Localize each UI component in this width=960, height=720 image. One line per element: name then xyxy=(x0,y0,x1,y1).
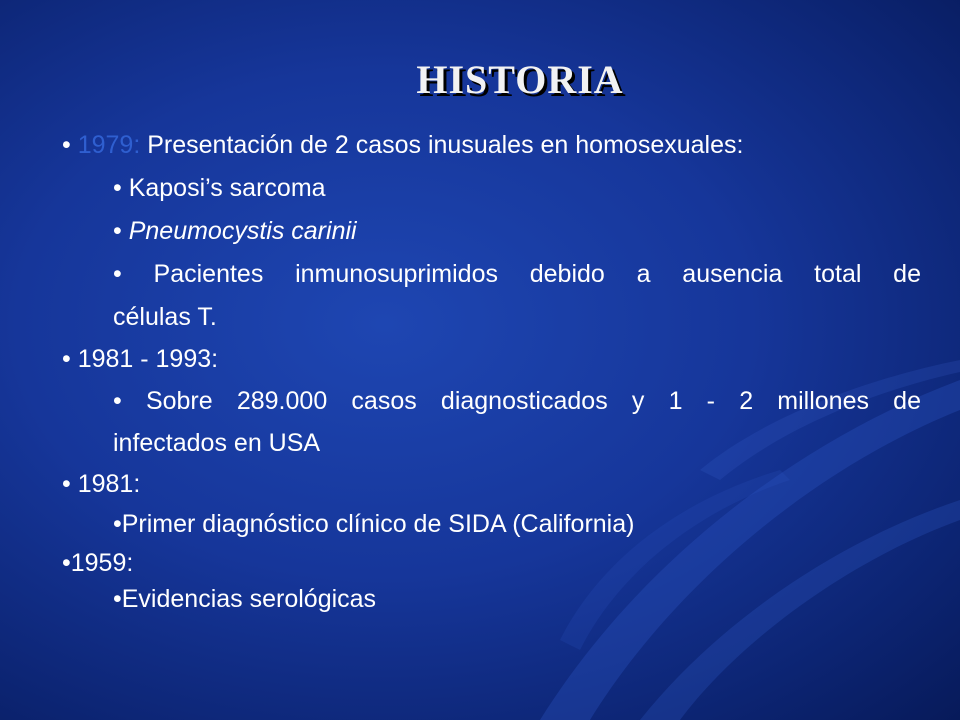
item-1959: •1959: xyxy=(62,549,134,577)
item-sobre-line1: • Sobre 289.000 casos diagnosticados y 1 - 2 millones de xyxy=(113,387,921,415)
item-primer-diagnostico: •Primer diagnóstico clínico de SIDA (California) xyxy=(113,510,635,538)
year-1979: 1979: xyxy=(77,131,141,159)
item-1979 xyxy=(62,130,743,160)
item-kaposi: • Kaposi’s sarcoma xyxy=(113,174,326,202)
text-1979: Presentación de 2 casos inusuales en homosexuales: xyxy=(140,131,744,159)
item-1981-1993: • 1981 - 1993: xyxy=(62,345,219,373)
item-pacientes-line2: células T. xyxy=(113,303,217,331)
text-pneumocystis: Pneumocystis carinii xyxy=(128,217,357,245)
slide-title: HISTORIA xyxy=(416,57,624,102)
item-pacientes-line1: • Pacientes inmunosuprimidos debido a ausencia total de xyxy=(113,260,921,288)
bullet-pneumocystis: • xyxy=(113,217,122,245)
item-sobre-line2: infectados en USA xyxy=(113,429,321,457)
item-1981: • 1981: xyxy=(62,470,141,498)
bullet-1979: • xyxy=(62,131,71,159)
item-pneumocystis xyxy=(113,216,357,246)
item-evidencias: •Evidencias serológicas xyxy=(113,585,377,613)
